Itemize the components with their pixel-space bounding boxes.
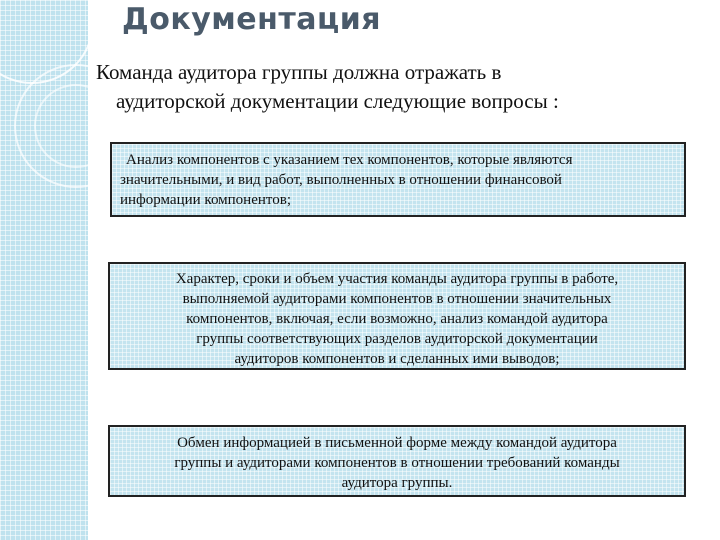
box-line: Анализ компонентов с указанием тех компонентов, которые являются	[126, 152, 573, 168]
box-line: Характер, сроки и объем участия команды аудитора группы в работе,	[175, 271, 619, 287]
intro-line-2: аудиторской документации следующие вопросы :	[116, 89, 559, 113]
decorative-side-band	[0, 0, 88, 540]
box-line: информации компонентов;	[120, 192, 292, 208]
box-line: Обмен информацией в письменной форме между командой аудитора	[177, 435, 617, 451]
point-box-component-analysis	[110, 142, 686, 217]
box-line: аудитора группы.	[341, 475, 453, 491]
intro-line-1: Команда аудитора группы должна отражать в	[96, 60, 502, 84]
box-line: группы соответствующих разделов аудиторской документации	[196, 331, 598, 347]
intro-text	[96, 58, 706, 116]
box-line: группы и аудиторами компонентов в отношении требований команды	[174, 455, 620, 471]
box-line: значительными, и вид работ, выполненных в отношении финансовой	[120, 172, 562, 188]
box-line: аудиторов компонентов и сделанных ими выводов;	[234, 351, 560, 367]
box-line: компонентов, включая, если возможно, анализ командой аудитора	[186, 311, 608, 327]
slide-title: Документация	[122, 2, 381, 37]
point-box-communication	[108, 425, 686, 497]
box-line: выполняемой аудиторами компонентов в отношении значительных	[182, 291, 612, 307]
point-box-involvement	[108, 262, 686, 370]
